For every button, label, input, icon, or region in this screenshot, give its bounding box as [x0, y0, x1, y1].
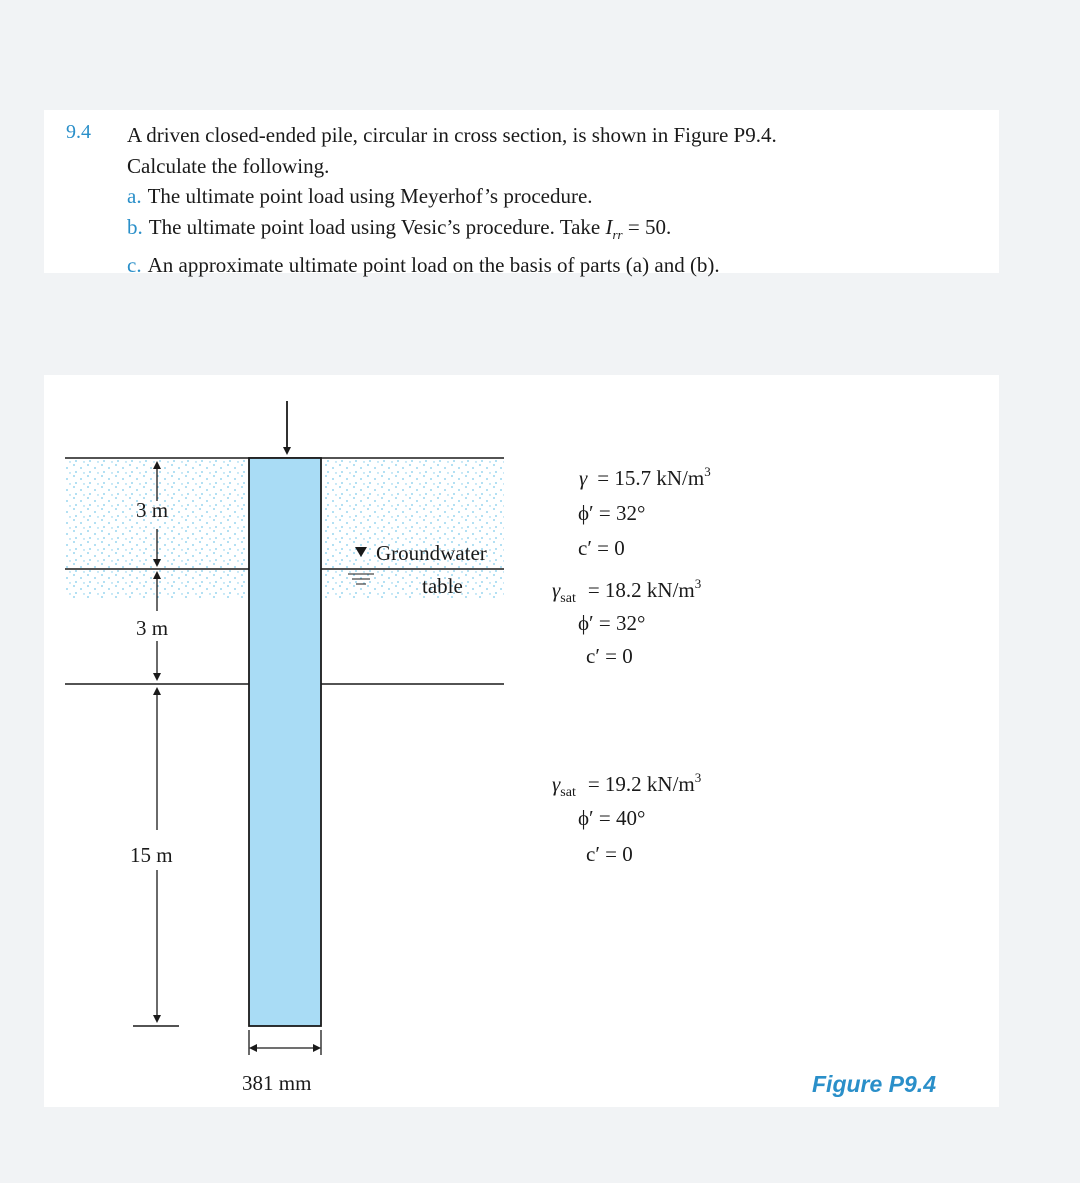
gamma-symbol: γ [579, 466, 588, 490]
part-letter: c. [127, 253, 142, 278]
problem-number: 9.4 [66, 121, 91, 143]
groundwater-label: Groundwater [376, 541, 487, 565]
layer1-unit-weight [579, 464, 711, 490]
layer3-friction-angle: ϕ′ = 40° [578, 806, 646, 830]
part-letter: b. [127, 214, 143, 239]
rigidity-index-symbol: I [605, 214, 613, 239]
problem-statement [44, 110, 999, 278]
pile-diagram [44, 375, 999, 1107]
problem-intro: A driven closed-ended pile, circular in cross section, is shown in Figure P9.4. [127, 123, 777, 147]
layer3-unit-weight [552, 770, 701, 800]
layer3-cohesion: c′ = 0 [586, 842, 633, 866]
problem-instruction: Calculate the following. [127, 153, 330, 178]
unit-exponent: 3 [694, 576, 702, 591]
sand-hatching-left [65, 458, 247, 599]
problem-part-a [127, 181, 987, 212]
gamma-symbol: γ [552, 772, 561, 796]
unit-exponent: 3 [694, 770, 702, 785]
layer2-depth-label: 3 m [136, 616, 169, 640]
part-text: The ultimate point load using Vesic’s procedure. Take [148, 214, 606, 239]
unit-exponent: 3 [704, 464, 711, 479]
rigidity-index-value: = 50. [622, 214, 672, 239]
layer2-friction-angle: ϕ′ = 32° [578, 611, 646, 635]
layer1-depth-label: 3 m [136, 498, 169, 522]
problem-part-c [127, 250, 987, 281]
layer1-friction-angle: ϕ′ = 32° [578, 501, 646, 525]
sand-hatching-right [324, 458, 504, 599]
gamma-symbol: γ [552, 578, 561, 602]
gamma-subscript: sat [560, 785, 576, 800]
part-letter: a. [127, 184, 142, 208]
gamma-value: = 18.2 kN/m [587, 578, 695, 602]
layer2-unit-weight [552, 576, 701, 606]
gamma-subscript: sat [560, 591, 576, 606]
part-text: The ultimate point load using Meyerhof’s procedure. [147, 184, 593, 208]
problem-part-b [127, 212, 987, 251]
figure-caption: Figure P9.4 [812, 1071, 936, 1097]
layer1-cohesion: c′ = 0 [578, 536, 625, 560]
table-label: table [422, 574, 463, 598]
figure-panel [44, 375, 999, 1107]
pile [249, 458, 321, 1026]
gamma-value: = 15.7 kN/m [597, 466, 705, 490]
rigidity-index-subscript: rr [612, 226, 623, 242]
problem-body [127, 120, 987, 281]
layer3-depth-label: 15 m [130, 843, 173, 867]
pile-diameter-label: 381 mm [242, 1071, 312, 1095]
part-text: An approximate ultimate point load on the basis of parts (a) and (b). [147, 253, 720, 278]
layer2-cohesion: c′ = 0 [586, 644, 633, 668]
gamma-value: = 19.2 kN/m [587, 772, 695, 796]
